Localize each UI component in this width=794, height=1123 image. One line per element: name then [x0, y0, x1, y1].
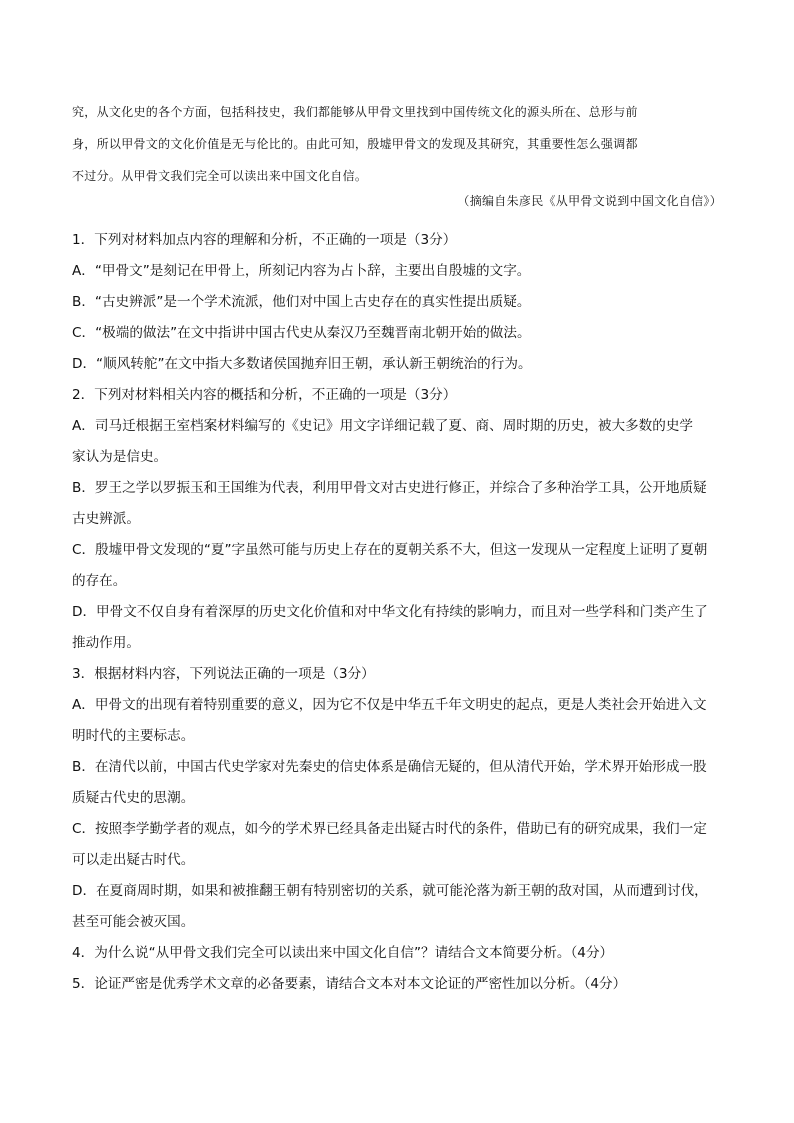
question-stem: 1．下列对材料加点内容的理解和分析，不正确的一项是（3分） [72, 232, 457, 248]
question-5 [72, 969, 722, 1000]
option-d-cont: 推动作用。 [72, 635, 140, 651]
option-d-cont: 甚至可能会被灭国。 [72, 914, 195, 930]
option-d: D．甲骨文不仅自身有着深厚的历史文化价值和对中华文化有持续的影响力，而且对一些学科和门类产生了 [72, 604, 708, 620]
question-2 [72, 380, 722, 659]
question-stem: 3．根据材料内容，下列说法正确的一项是（3分） [72, 666, 375, 682]
option-b-cont: 质疑古代史的思潮。 [72, 790, 195, 806]
source-citation: （摘编自朱彦民《从甲骨文说到中国文化自信》） [457, 194, 722, 208]
option-b: B．“古史辨派”是一个学术流派，他们对中国上古史存在的真实性提出质疑。 [72, 294, 531, 310]
option-b: B．在清代以前，中国古代史学家对先秦史的信史体系是确信无疑的，但从清代开始，学术界开始形成一股 [72, 759, 707, 775]
passage-line: 不过分。从甲骨文我们完全可以读出来中国文化自信。 [72, 169, 368, 183]
option-c-cont: 可以走出疑古时代。 [72, 852, 195, 868]
question-stem: 2．下列对材料相关内容的概括和分析，不正确的一项是（3分） [72, 387, 457, 403]
passage-source [72, 192, 722, 209]
passage-line: 究，从文化史的各个方面，包括科技史，我们都能够从甲骨文里找到中国传统文化的源头所在、总形与前 [72, 105, 638, 119]
option-a: A．“甲骨文”是刻记在甲骨上，所刻记内容为占卜辞，主要出自殷墟的文字。 [72, 263, 531, 279]
option-a: A．甲骨文的出现有着特别重要的意义，因为它不仅是中华五千年文明史的起点，更是人类社会开始进入文 [72, 697, 707, 713]
question-3 [72, 659, 722, 938]
questions-block [72, 225, 722, 1000]
option-d: D．“顺风转舵”在文中指大多数诸侯国抛弃旧王朝，承认新王朝统治的行为。 [72, 356, 532, 372]
option-c: C．按照李学勤学者的观点，如今的学术界已经具备走出疑古时代的条件，借助已有的研究成果，我们一定 [72, 821, 707, 837]
option-b: B．罗王之学以罗振玉和王国维为代表，利用甲骨文对古史进行修正，并综合了多种治学工具，公开地质疑 [72, 480, 707, 496]
option-b-cont: 古史辨派。 [72, 511, 140, 527]
option-a: A．司马迁根据王室档案材料编写的《史记》用文字详细记载了夏、商、周时期的历史，被大多数的史学 [72, 418, 694, 434]
option-c: C．殷墟甲骨文发现的“夏”字虽然可能与历史上存在的夏朝关系不大，但这一发现从一定程度上证明了夏朝 [72, 542, 708, 558]
passage [72, 96, 722, 192]
option-a-cont: 家认为是信史。 [72, 449, 168, 465]
option-c: C．“极端的做法”在文中指讲中国古代史从秦汉乃至魏晋南北朝开始的做法。 [72, 325, 531, 341]
passage-line: 身，所以甲骨文的文化价值是无与伦比的。由此可知，殷墟甲骨文的发现及其研究，其重要性怎么强调都 [72, 137, 638, 151]
option-a-cont: 明时代的主要标志。 [72, 728, 195, 744]
question-stem: 4．为什么说“从甲骨文我们完全可以读出来中国文化自信”？请结合文本简要分析。（4分） [72, 945, 614, 961]
question-4 [72, 938, 722, 969]
question-1 [72, 225, 722, 380]
option-c-cont: 的存在。 [72, 573, 127, 589]
option-d: D．在夏商周时期，如果和被推翻王朝有特别密切的关系，就可能沦落为新王朝的敌对国，从而遭到讨伐， [72, 883, 708, 899]
question-stem: 5．论证严密是优秀学术文章的必备要素，请结合文本对本文论证的严密性加以分析。（4分） [72, 976, 627, 992]
